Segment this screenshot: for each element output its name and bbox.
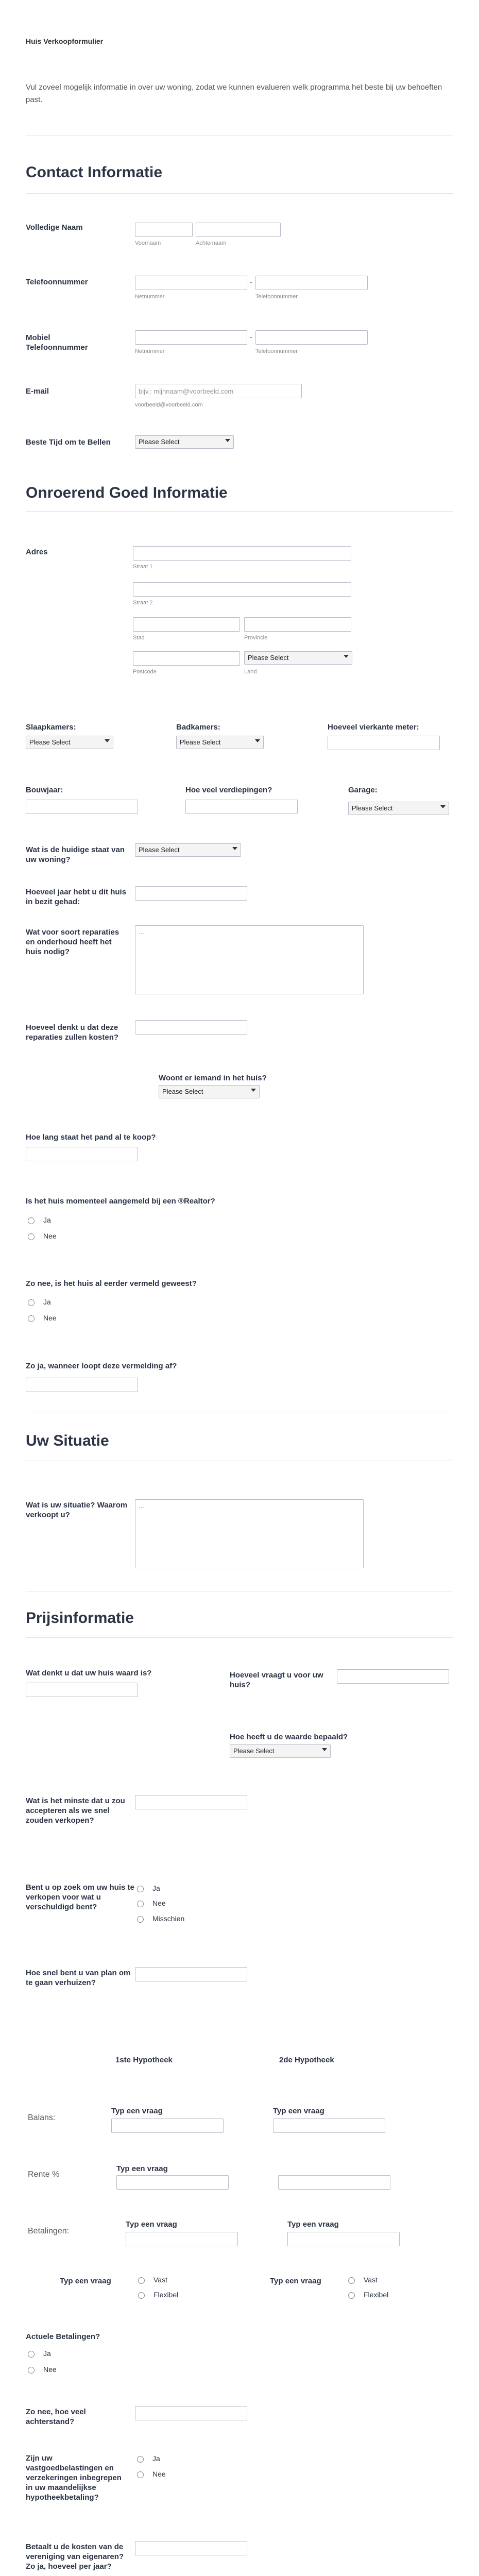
chevron-down-icon: [440, 805, 446, 808]
chevron-down-icon: [255, 739, 260, 742]
bedrooms-label: Slaapkamers:: [26, 723, 76, 732]
occupied-select[interactable]: [159, 1085, 260, 1098]
section-heading-contact: Contact Informatie: [26, 164, 163, 181]
mobile-number-sublabel: Telefoonnummer: [255, 348, 298, 354]
street2-sublabel: Straat 2: [133, 600, 153, 606]
minimum-label: Wat is het minste dat u zou accepteren als we snel zouden verkopen?: [26, 1797, 125, 1825]
listed-before-no-radio[interactable]: [28, 1315, 35, 1322]
type-2-fixed-radio[interactable]: [348, 2277, 355, 2284]
section-heading-property: Onroerend Goed Informatie: [26, 484, 228, 501]
type-1-label: Typ een vraag: [60, 2277, 111, 2285]
taxes-label: Zijn uw vastgoedbelastingen en verzekeringen inbegrepen in uw maandelijkse hypotheekbetaling?: [26, 2454, 122, 2502]
realtor-yes-label: Ja: [43, 1216, 51, 1224]
determined-value: Please Select: [233, 1747, 275, 1755]
postcode-input[interactable]: [133, 651, 240, 666]
type-2-flexible-label: Flexibel: [364, 2291, 389, 2299]
phone-number-sublabel: Telefoonnummer: [255, 294, 298, 300]
bedrooms-value: Please Select: [29, 738, 71, 746]
last-name-input[interactable]: [196, 223, 281, 237]
speed-input[interactable]: [135, 1967, 247, 1981]
balance-1-input[interactable]: [111, 2119, 224, 2133]
divider: [26, 1637, 453, 1638]
repair-cost-label: Hoeveel denkt u dat deze reparaties zullen kosten?: [26, 1023, 119, 1042]
country-sublabel: Land: [244, 669, 257, 675]
realtor-no-label: Nee: [43, 1232, 57, 1240]
city-input[interactable]: [133, 617, 240, 632]
phone-number-input[interactable]: [255, 276, 368, 290]
first-mortgage-heading: 1ste Hypotheek: [115, 2056, 173, 2064]
state-value: Please Select: [139, 846, 180, 854]
type-1-flexible-label: Flexibel: [153, 2291, 179, 2299]
type-1-fixed-label: Vast: [153, 2276, 167, 2284]
sqm-input[interactable]: [328, 736, 440, 750]
repairs-label: Wat voor soort reparaties en onderhoud heeft het huis nodig?: [26, 928, 119, 956]
debt-yes-radio[interactable]: [137, 1886, 144, 1892]
debt-maybe-radio[interactable]: [137, 1916, 144, 1923]
determined-label: Hoe heeft u de waarde bepaald?: [230, 1733, 348, 1741]
listed-before-no-label: Nee: [43, 1314, 57, 1322]
current-yes-radio[interactable]: [28, 2351, 35, 2358]
garage-label: Garage:: [348, 786, 378, 794]
form-title: Huis Verkoopformulier: [26, 37, 104, 45]
listed-before-yes-radio[interactable]: [28, 1299, 35, 1306]
debt-no-radio[interactable]: [137, 1901, 144, 1907]
worth-input[interactable]: [26, 1683, 138, 1697]
payments-1-input[interactable]: [126, 2232, 238, 2246]
payments-1-type-label: Typ een vraag: [126, 2220, 177, 2229]
chevron-down-icon: [322, 1748, 327, 1751]
best-time-label: Beste Tijd om te Bellen: [26, 438, 111, 447]
province-input[interactable]: [244, 617, 351, 632]
street2-input[interactable]: [133, 582, 351, 597]
full-name-label: Volledige Naam: [26, 223, 83, 232]
mobile-label: Mobiel Telefoonnummer: [26, 333, 88, 352]
arrears-label: Zo nee, hoe veel achterstand?: [26, 2408, 86, 2426]
current-no-label: Nee: [43, 2365, 57, 2374]
years-owned-label: Hoeveel jaar hebt u dit huis in bezit gehad:: [26, 888, 127, 906]
chevron-down-icon: [105, 739, 110, 742]
repair-cost-input[interactable]: [135, 1020, 247, 1035]
current-no-radio[interactable]: [28, 2367, 35, 2374]
taxes-no-label: Nee: [152, 2470, 166, 2478]
bathrooms-label: Badkamers:: [176, 723, 220, 732]
listed-before-yes-label: Ja: [43, 1298, 51, 1306]
hoa-input[interactable]: [135, 2541, 247, 2555]
payments-label: Betalingen:: [28, 2227, 70, 2235]
bathrooms-select[interactable]: [176, 736, 264, 749]
province-sublabel: Provincie: [244, 635, 268, 641]
occupied-label: Woont er iemand in het huis?: [159, 1074, 267, 1082]
hoa-label: Betaalt u de kosten van de vereniging van eigenaren? Zo ja, hoeveel per jaar?: [26, 2543, 124, 2571]
listing-end-input[interactable]: [26, 1378, 138, 1392]
street1-sublabel: Straat 1: [133, 564, 153, 570]
postcode-sublabel: Postcode: [133, 669, 157, 675]
mobile-separator: -: [250, 333, 252, 342]
chevron-down-icon: [251, 1089, 256, 1092]
listed-before-label: Zo nee, is het huis al eerder vermeld geweest?: [26, 1279, 197, 1288]
chevron-down-icon: [344, 655, 349, 658]
worth-label: Wat denkt u dat uw huis waard is?: [26, 1669, 152, 1677]
city-sublabel: Stad: [133, 635, 145, 641]
divider: [26, 193, 453, 194]
rate-label: Rente %: [28, 2170, 60, 2179]
debt-label: Bent u op zoek om uw huis te verkopen voor wat u verschuldigd bent?: [26, 1883, 134, 1911]
section-heading-situation: Uw Situatie: [26, 1432, 109, 1449]
debt-no-label: Nee: [152, 1899, 166, 1907]
divider: [26, 511, 453, 512]
type-2-label: Typ een vraag: [270, 2277, 321, 2285]
phone-label: Telefoonnummer: [26, 278, 88, 286]
balance-2-type-label: Typ een vraag: [273, 2107, 324, 2115]
first-name-sublabel: Voornaam: [135, 240, 161, 246]
last-name-sublabel: Achternaam: [196, 240, 227, 246]
debt-maybe-label: Misschien: [152, 1914, 185, 1923]
determined-select[interactable]: [230, 1744, 331, 1758]
payments-2-input[interactable]: [287, 2232, 400, 2246]
phone-area-sublabel: Netnummer: [135, 294, 165, 300]
asking-input[interactable]: [337, 1669, 449, 1684]
debt-yes-label: Ja: [152, 1884, 160, 1892]
floors-input[interactable]: [185, 800, 298, 814]
situation-label: Wat is uw situatie? Waarom verkoopt u?: [26, 1501, 128, 1519]
occupied-value: Please Select: [162, 1088, 203, 1095]
realtor-yes-radio[interactable]: [28, 1217, 35, 1224]
balance-2-input[interactable]: [273, 2119, 385, 2133]
payments-2-type-label: Typ een vraag: [287, 2220, 339, 2229]
garage-select[interactable]: [348, 802, 449, 815]
section-heading-price: Prijsinformatie: [26, 1609, 134, 1626]
mobile-number-input[interactable]: [255, 330, 368, 345]
best-time-value: Please Select: [139, 438, 180, 446]
listing-end-label: Zo ja, wanneer loopt deze vermelding af?: [26, 1362, 177, 1370]
phone-separator: -: [250, 278, 252, 287]
minimum-input[interactable]: [135, 1795, 247, 1809]
first-name-input[interactable]: [135, 223, 193, 237]
rate-1-type-label: Typ een vraag: [116, 2164, 168, 2173]
realtor-no-radio[interactable]: [28, 1233, 35, 1240]
taxes-yes-label: Ja: [152, 2454, 160, 2463]
asking-label: Hoeveel vraagt u voor uw huis?: [230, 1671, 323, 1689]
current-payments-label: Actuele Betalingen?: [26, 2332, 100, 2341]
realtor-label: Is het huis momenteel aangemeld bij een ®Realtor?: [26, 1197, 215, 1206]
rate-2-input[interactable]: [278, 2175, 390, 2190]
year-built-label: Bouwjaar:: [26, 786, 63, 794]
arrears-input[interactable]: [135, 2406, 247, 2420]
balance-label: Balans:: [28, 2113, 56, 2122]
taxes-yes-radio[interactable]: [137, 2456, 144, 2463]
phone-area-input[interactable]: [135, 276, 247, 290]
speed-label: Hoe snel bent u van plan om te gaan verhuizen?: [26, 1969, 131, 1987]
current-yes-label: Ja: [43, 2349, 51, 2358]
garage-value: Please Select: [352, 804, 393, 812]
state-label: Wat is de huidige staat van uw woning?: [26, 845, 125, 864]
sqm-label: Hoeveel vierkante meter:: [328, 723, 419, 732]
repairs-textarea[interactable]: ...: [135, 925, 364, 994]
type-1-fixed-radio[interactable]: [138, 2277, 145, 2284]
state-select[interactable]: [135, 843, 241, 857]
type-1-flexible-radio[interactable]: [138, 2292, 145, 2299]
email-input[interactable]: bijv.: mijnnaam@voorbeeld.com: [135, 384, 302, 398]
bathrooms-value: Please Select: [180, 738, 221, 746]
situation-textarea[interactable]: ...: [135, 1499, 364, 1568]
on-sale-duration-input[interactable]: [26, 1147, 138, 1161]
rate-1-input[interactable]: [116, 2175, 229, 2190]
taxes-no-radio[interactable]: [137, 2471, 144, 2478]
form-intro: Vul zoveel mogelijk informatie in over uw woning, zodat we kunnen evalueren welk programma het beste bij uw behoeften past.: [26, 83, 442, 104]
mobile-area-input[interactable]: [135, 330, 247, 345]
type-2-fixed-label: Vast: [364, 2276, 378, 2284]
on-sale-duration-label: Hoe lang staat het pand al te koop?: [26, 1133, 156, 1142]
email-label: E-mail: [26, 387, 49, 396]
bedrooms-select[interactable]: [26, 736, 113, 749]
mobile-area-sublabel: Netnummer: [135, 348, 165, 354]
street1-input[interactable]: [133, 546, 351, 561]
best-time-select[interactable]: [135, 435, 234, 449]
year-built-input[interactable]: [26, 800, 138, 814]
chevron-down-icon: [225, 439, 230, 442]
chevron-down-icon: [232, 847, 237, 850]
email-sublabel: voorbeeld@voorbeeld.com: [135, 402, 203, 408]
country-value: Please Select: [248, 654, 289, 662]
balance-1-type-label: Typ een vraag: [111, 2107, 163, 2115]
type-2-flexible-radio[interactable]: [348, 2292, 355, 2299]
address-label: Adres: [26, 548, 48, 556]
country-select[interactable]: [244, 651, 352, 665]
years-owned-input[interactable]: [135, 886, 247, 901]
floors-label: Hoe veel verdiepingen?: [185, 786, 272, 794]
second-mortgage-heading: 2de Hypotheek: [279, 2056, 334, 2064]
